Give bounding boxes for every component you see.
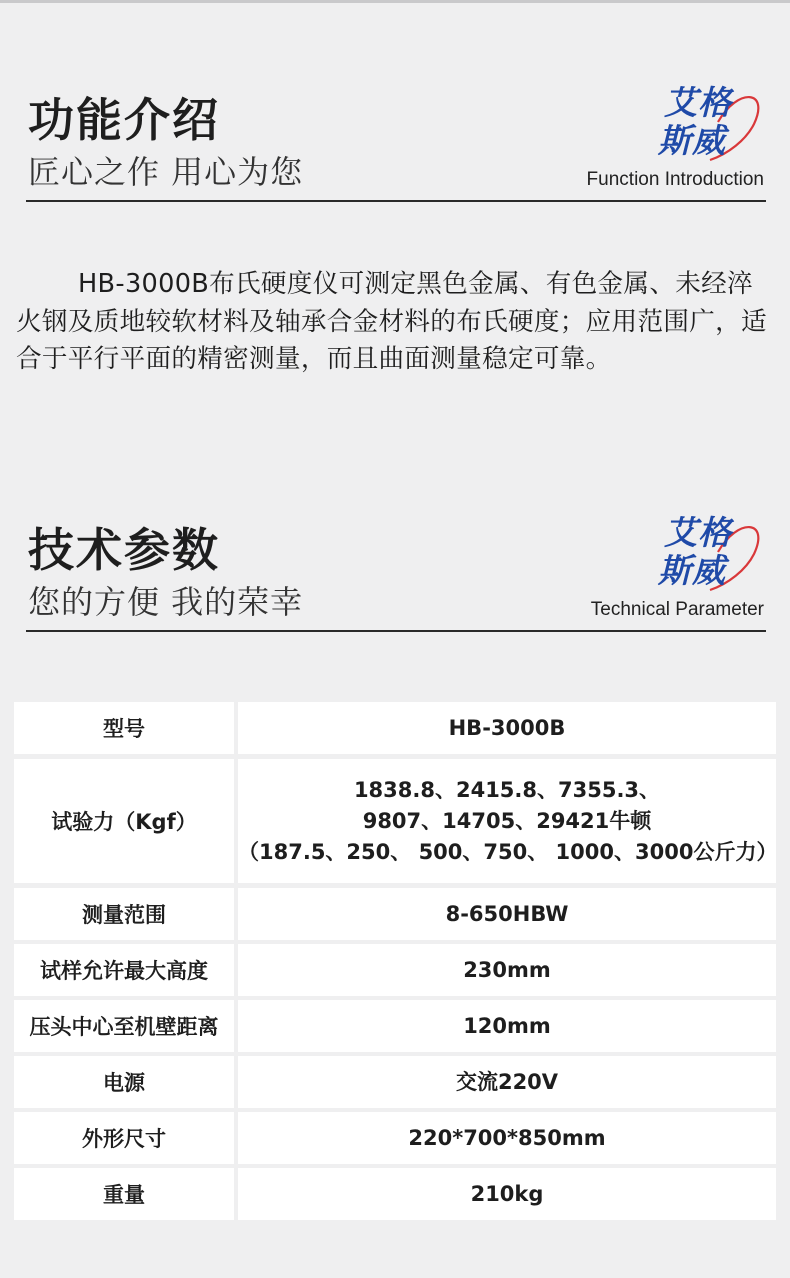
intro-paragraph (16, 266, 776, 379)
param-label: 重量 (14, 1168, 234, 1220)
table-row-dimensions (14, 1112, 776, 1164)
logo-text-top: 艾格 (664, 83, 732, 122)
param-value (238, 888, 776, 940)
technical-english-title: Technical Parameter (590, 599, 764, 620)
param-value (238, 1000, 776, 1052)
param-value-line: 230mm (463, 957, 551, 982)
param-value-line: （187.5、250、 500、750、 1000、3000公斤力） (238, 839, 778, 864)
function-subtitle: 匠心之作 用心为您 (28, 153, 304, 191)
param-value-line: HB-3000B (448, 715, 566, 740)
technical-subtitle: 您的方便 我的荣幸 (28, 583, 304, 621)
param-label: 测量范围 (14, 888, 234, 940)
technical-section-header (0, 513, 790, 660)
logo-text-bottom: 斯威 (658, 551, 726, 590)
param-value (238, 1056, 776, 1108)
table-row-weight (14, 1168, 776, 1220)
table-row-range (14, 888, 776, 940)
param-label: 试样允许最大高度 (14, 944, 234, 996)
param-value-line: 120mm (463, 1013, 551, 1038)
table-row-max-height (14, 944, 776, 996)
param-value (238, 1168, 776, 1220)
param-value-line: 1838.8、2415.8、7355.3、 (353, 777, 661, 802)
table-row-test-force (14, 759, 776, 883)
function-english-title: Function Introduction (586, 169, 764, 190)
param-label: 电源 (14, 1056, 234, 1108)
param-value-line: 8-650HBW (445, 901, 569, 926)
param-value (238, 702, 776, 754)
function-divider (26, 200, 766, 202)
param-value (238, 944, 776, 996)
function-title: 功能介绍 (28, 93, 220, 147)
function-section-header (0, 83, 790, 230)
intro-paragraph-text: HB-3000B布氏硬度仪可测定黑色金属、有色金属、未经淬火钢及质地较软材料及轴承合金材料的布氏硬度；应用范围广，适合于平行平面的精密测量，而且曲面测量稳定可靠。 (16, 269, 767, 374)
param-value-line: 210kg (470, 1181, 544, 1206)
logo-text-top: 艾格 (664, 513, 732, 552)
brand-logo (658, 82, 768, 164)
table-row-power (14, 1056, 776, 1108)
param-value (238, 759, 776, 883)
param-label: 外形尺寸 (14, 1112, 234, 1164)
technical-divider (26, 630, 766, 632)
top-divider (0, 0, 790, 3)
logo-text-bottom: 斯威 (658, 121, 726, 160)
param-value-line: 交流220V (455, 1069, 559, 1094)
param-label: 试验力（Kgf） (14, 759, 234, 883)
param-value (238, 1112, 776, 1164)
param-label: 型号 (14, 702, 234, 754)
table-row-model (14, 702, 776, 754)
param-value-line: 220*700*850mm (408, 1125, 606, 1150)
technical-title: 技术参数 (28, 523, 220, 577)
param-label: 压头中心至机壁距离 (14, 1000, 234, 1052)
param-value-line: 9807、14705、29421牛顿 (362, 808, 652, 833)
brand-logo (658, 512, 768, 594)
table-row-throat-depth (14, 1000, 776, 1052)
